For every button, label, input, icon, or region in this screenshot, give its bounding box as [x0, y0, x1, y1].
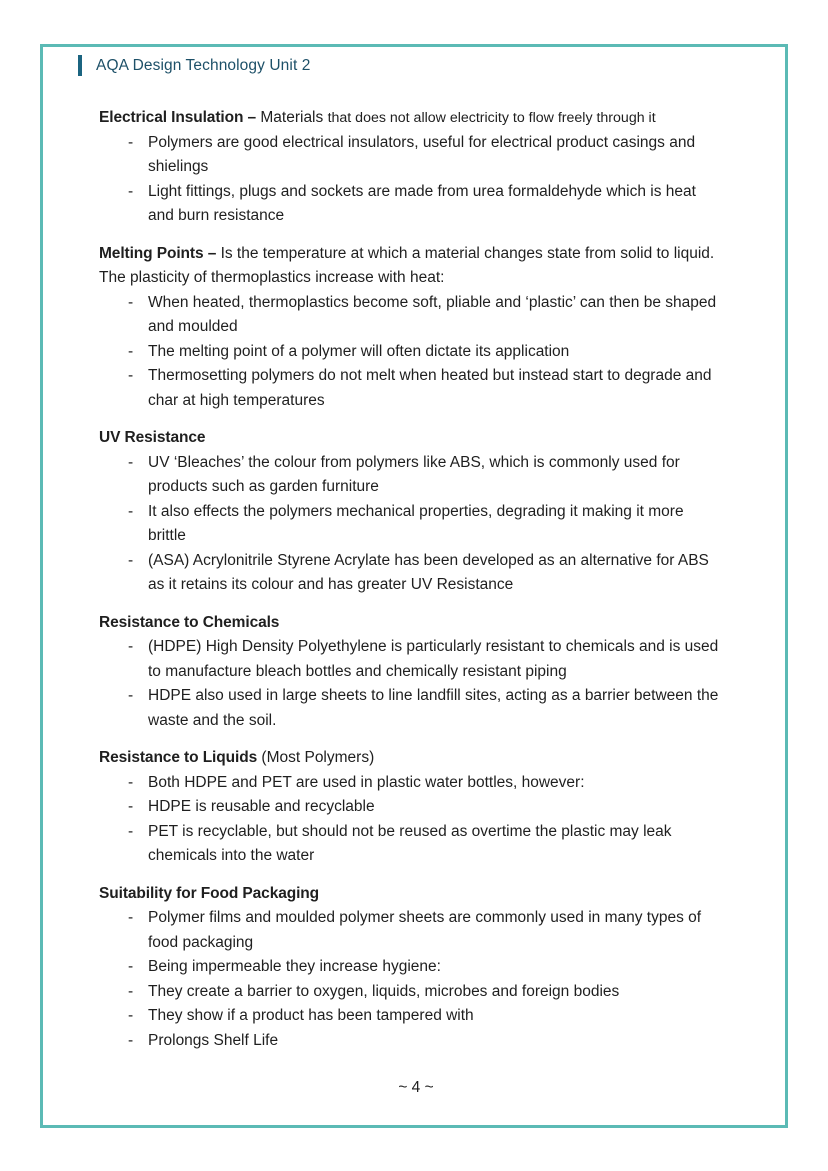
bullet-text: HDPE is reusable and recyclable: [148, 798, 375, 815]
bullet-text: The melting point of a polymer will often dictate its application: [148, 342, 570, 360]
section-heading-rest: that does not allow electricity to flow freely through it: [327, 110, 656, 126]
document-header: [78, 55, 785, 76]
section-heading-bold: Suitability for Food Packaging: [99, 884, 320, 902]
section-melting-points: [99, 242, 733, 414]
bullet-dash: -: [128, 1007, 134, 1024]
bullet-text: When heated, thermoplastics become soft, pliable and ‘plastic’ can then be shaped and moulded: [148, 293, 717, 335]
bullet-text: Light fittings, plugs and sockets are made from urea formaldehyde which is heat and burn resistance: [148, 182, 696, 224]
bullet-text: Polymers are good electrical insulators, useful for electrical product casings and shielings: [148, 133, 696, 175]
bullet-list: [99, 451, 733, 598]
bullet-list: [99, 771, 733, 869]
bullet-list: [99, 906, 733, 1053]
bullet-dash: -: [128, 502, 134, 520]
bullet-dash: -: [128, 687, 134, 704]
bullet-item: [128, 635, 733, 684]
bullet-dash: -: [128, 822, 134, 840]
bullet-text: Prolongs Shelf Life: [148, 1031, 279, 1049]
page-number: ~ 4 ~: [398, 1079, 434, 1096]
bullet-dash: -: [128, 982, 134, 1000]
section-heading-bold: Electrical Insulation –: [99, 109, 257, 126]
section-food-packaging: [99, 882, 733, 1054]
bullet-list: [99, 131, 733, 229]
bullet-dash: -: [128, 958, 134, 975]
bullet-item: [128, 364, 733, 413]
bullet-dash: -: [128, 293, 134, 311]
bullet-item: [128, 980, 733, 1005]
bullet-dash: -: [128, 773, 134, 791]
bullet-item: [128, 180, 733, 229]
section-heading: [99, 611, 733, 636]
bullet-item: [128, 131, 733, 180]
bullet-item: [128, 795, 733, 820]
section-electrical-insulation: [99, 106, 733, 229]
bullet-item: [128, 771, 733, 796]
bullet-text: Being impermeable they increase hygiene:: [148, 958, 441, 975]
bullet-dash: -: [128, 133, 134, 151]
bullet-item: [128, 955, 733, 980]
section-heading: [99, 242, 733, 291]
bullet-list: [99, 635, 733, 733]
bullet-text: Thermosetting polymers do not melt when heated but instead start to degrade and char at high temperatures: [148, 367, 712, 409]
section-heading-rest: (Most Polymers): [261, 749, 375, 766]
bullet-dash: -: [128, 342, 134, 360]
section-resistance-to-liquids: [99, 746, 733, 869]
bullet-text: PET is recyclable, but should not be reused as overtime the plastic may leak chemicals into the water: [148, 822, 672, 864]
bullet-text: It also effects the polymers mechanical properties, degrading it making it more brittle: [148, 502, 684, 544]
bullet-text: (HDPE) High Density Polyethylene is particularly resistant to chemicals and is used to manufacture bleach bottles and chemically resistant piping: [148, 638, 719, 680]
bullet-item: [128, 340, 733, 365]
bullet-text: HDPE also used in large sheets to line landfill sites, acting as a barrier between the waste and the soil.: [148, 687, 719, 729]
section-heading: [99, 746, 733, 771]
bullet-item: [128, 500, 733, 549]
header-accent-bar: [78, 55, 82, 76]
bullet-text: Both HDPE and PET are used in plastic water bottles, however:: [148, 773, 585, 791]
bullet-item: [128, 820, 733, 869]
bullet-dash: -: [128, 638, 134, 655]
bullet-text: Polymer films and moulded polymer sheets are commonly used in many types of food packaging: [148, 909, 702, 951]
bullet-item: [128, 291, 733, 340]
bullet-item: [128, 906, 733, 955]
bullet-dash: -: [128, 798, 134, 815]
section-heading: [99, 106, 733, 131]
section-heading-bold: Resistance to Liquids: [99, 749, 258, 766]
bullet-text: They create a barrier to oxygen, liquids, microbes and foreign bodies: [148, 982, 620, 1000]
bullet-dash: -: [128, 551, 134, 569]
section-heading-lead: Materials: [260, 109, 324, 126]
page-border: [40, 44, 788, 1128]
bullet-dash: -: [128, 453, 134, 471]
bullet-dash: -: [128, 1031, 134, 1049]
bullet-text: (ASA) Acrylonitrile Styrene Acrylate has been developed as an alternative for ABS as it retains its colour and has greater UV Resistance: [148, 551, 709, 593]
section-uv-resistance: [99, 426, 733, 598]
bullet-text: UV ‘Bleaches’ the colour from polymers like ABS, which is commonly used for products such as garden furniture: [148, 453, 680, 495]
section-heading-bold: Melting Points –: [99, 244, 217, 262]
document-content: [99, 106, 733, 1097]
bullet-item: [128, 549, 733, 598]
section-resistance-to-chemicals: [99, 611, 733, 734]
bullet-item: [128, 451, 733, 500]
section-heading: [99, 426, 733, 451]
bullet-dash: -: [128, 182, 134, 200]
bullet-item: [128, 684, 733, 733]
bullet-dash: -: [128, 367, 134, 384]
section-heading: [99, 882, 733, 907]
bullet-list: [99, 291, 733, 414]
document-title: AQA Design Technology Unit 2: [96, 56, 311, 74]
bullet-item: [128, 1004, 733, 1029]
bullet-dash: -: [128, 909, 134, 926]
section-heading-bold: Resistance to Chemicals: [99, 613, 280, 631]
section-heading-rest: Is the temperature at which a material changes state from solid to liquid. The plasticity of thermoplastics increase with heat:: [99, 244, 715, 286]
section-heading-bold: UV Resistance: [99, 429, 206, 446]
bullet-text: They show if a product has been tampered with: [148, 1007, 474, 1024]
bullet-item: [128, 1029, 733, 1054]
